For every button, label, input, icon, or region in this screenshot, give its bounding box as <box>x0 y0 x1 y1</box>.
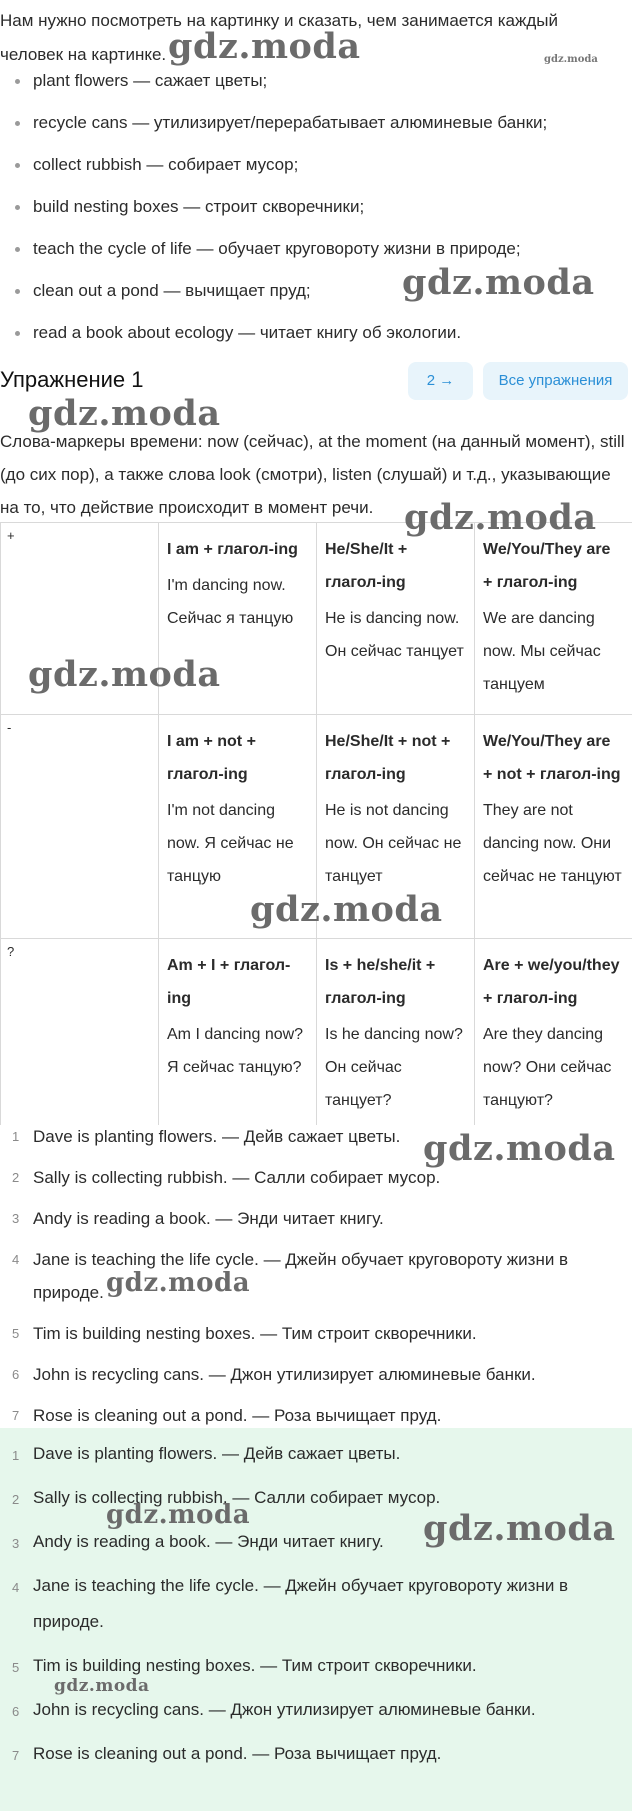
watermark: gdz.moda <box>106 1268 251 1298</box>
list-item: 4 Jane is teaching the life cycle. — Джейн обучает круговороту жизни в природе. <box>12 1250 569 1302</box>
intro-text: Нам нужно посмотреть на картинку и сказать, чем занимается каждый человек на картинке. <box>0 11 558 64</box>
table-cell: Is + he/she/it + глагол-ing Is he dancing now? Он сейчас танцует? <box>317 939 475 1126</box>
watermark: gdz.moda <box>250 889 443 930</box>
row-sign: ? <box>1 939 159 1126</box>
table-cell: We/You/They are + глагол-ing We are dancing now. Мы сейчас танцуем <box>475 523 632 715</box>
watermark: gdz.moda <box>106 1500 251 1530</box>
watermark: gdz.moda <box>423 1508 616 1549</box>
list-item: 1 Dave is planting flowers. — Дейв сажает цветы. <box>12 1444 401 1463</box>
bullet-icon <box>15 289 20 294</box>
table-row <box>1 939 632 1126</box>
row-sign: + <box>1 523 159 715</box>
watermark: gdz.moda <box>28 654 221 695</box>
list-item: recycle cans — утилизирует/перерабатывает алюминевые банки; <box>0 106 620 148</box>
watermark: gdz.moda <box>423 1128 616 1169</box>
table-cell: I am + глагол-ing I'm dancing now. Сейчас я танцую <box>159 523 317 715</box>
table-cell: Am + I + глагол-ing Am I dancing now? Я сейчас танцую? <box>159 939 317 1126</box>
list-item: plant flowers — сажает цветы; <box>0 64 620 106</box>
list-item: 5 Tim is building nesting boxes. — Тим строит скворечники. <box>12 1656 477 1675</box>
list-item: teach the cycle of life — обучает круговороту жизни в природе; <box>0 232 620 274</box>
answers-list-highlighted <box>0 1436 632 1780</box>
list-item: 4 Jane is teaching the life cycle. — Джейн обучает круговороту жизни в природе. <box>12 1576 569 1631</box>
list-item: 6 John is recycling cans. — Джон утилизирует алюминевые банки. <box>12 1700 536 1719</box>
bullet-icon <box>15 79 20 84</box>
bullet-icon <box>15 205 20 210</box>
list-item: 2 Sally is collecting rubbish. — Салли собирает мусор. <box>12 1168 441 1187</box>
watermark: gdz.moda <box>404 497 597 538</box>
list-item: 3 Andy is reading a book. — Энди читает книгу. <box>12 1532 384 1551</box>
exercise-title: Упражнение 1 <box>0 367 144 392</box>
all-exercises-button[interactable]: Все упражнения <box>483 362 628 400</box>
watermark: gdz.moda <box>54 1676 150 1696</box>
activities-list <box>0 64 620 358</box>
bullet-icon <box>15 247 20 252</box>
table-cell: I am + not + глагол-ing I'm not dancing now. Я сейчас не танцую <box>159 715 317 939</box>
table-cell: He/She/It + глагол-ing He is dancing now. Он сейчас танцует <box>317 523 475 715</box>
table-cell: We/You/They are + not + глагол-ing They are not dancing now. Они сейчас не танцуют <box>475 715 632 939</box>
list-item: 1 Dave is planting flowers. — Дейв сажает цветы. <box>12 1127 401 1146</box>
list-item: 7 Rose is cleaning out a pond. — Роза вычищает пруд. <box>12 1406 442 1425</box>
list-item: collect rubbish — собирает мусор; <box>0 148 620 190</box>
watermark: gdz.moda <box>168 26 361 67</box>
bullet-icon <box>15 163 20 168</box>
list-item: 7 Rose is cleaning out a pond. — Роза вычищает пруд. <box>12 1744 442 1763</box>
list-item: 2 Sally is collecting rubbish. — Салли собирает мусор. <box>12 1488 441 1507</box>
list-item: 6 John is recycling cans. — Джон утилизирует алюминевые банки. <box>12 1365 536 1384</box>
list-item: 5 Tim is building nesting boxes. — Тим строит скворечники. <box>12 1324 477 1343</box>
grammar-table <box>0 522 632 1125</box>
row-sign: - <box>1 715 159 939</box>
bullet-icon <box>15 331 20 336</box>
watermark: gdz.moda <box>544 54 598 65</box>
table-cell: Are + we/you/they + глагол-ing Are they dancing now? Они сейчас танцуют? <box>475 939 632 1126</box>
time-markers-text: Слова-маркеры времени: now (сейчас), at the moment (на данный момент), still (до сих пор), а также слова look (смотри), listen (слушай) и т.д., указывающие на то, что действие происходит в момент речи. <box>0 432 625 517</box>
list-item: build nesting boxes — строит скворечники; <box>0 190 620 232</box>
bullet-icon <box>15 121 20 126</box>
next-exercise-button[interactable]: 2 → <box>408 362 473 400</box>
table-cell: He/She/It + not + глагол-ing He is not dancing now. Он сейчас не танцует <box>317 715 475 939</box>
list-item: 3 Andy is reading a book. — Энди читает книгу. <box>12 1209 384 1228</box>
watermark: gdz.moda <box>28 393 221 434</box>
list-item: read a book about ecology — читает книгу об экологии. <box>0 316 620 358</box>
watermark: gdz.moda <box>402 262 595 303</box>
list-item: clean out a pond — вычищает пруд; <box>0 274 620 316</box>
